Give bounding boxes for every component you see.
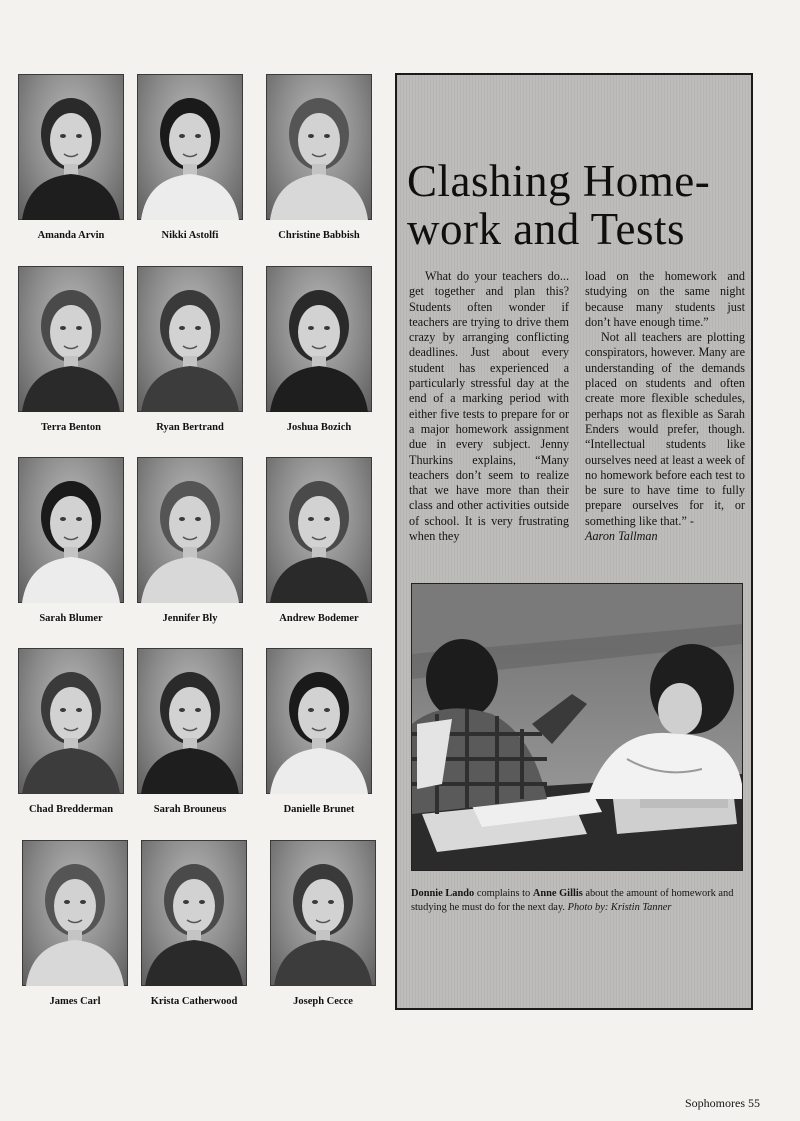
student-portrait xyxy=(266,457,372,603)
student-portrait xyxy=(18,74,124,220)
student-name: Sarah Brouneus xyxy=(153,804,227,815)
portrait-photo xyxy=(266,74,372,220)
student-name: Christine Babbish xyxy=(278,230,360,241)
candid-photo xyxy=(411,583,743,871)
student-portrait xyxy=(137,648,243,794)
portrait-photo xyxy=(18,74,124,220)
student-name: Chad Bredderman xyxy=(28,804,114,815)
student-name: Sarah Blumer xyxy=(39,613,103,624)
photo-caption xyxy=(411,887,745,915)
student-name: Amanda Arvin xyxy=(37,230,105,241)
article-byline: Aaron Tallman xyxy=(585,529,658,544)
portrait-photo xyxy=(137,266,243,412)
article-paragraph-1-continued: load on the homework and studying on the same night because many students just don’t have enough time.” xyxy=(585,269,745,329)
article-panel xyxy=(395,73,753,1010)
photo-caption-text-1: complains to xyxy=(474,888,533,899)
portrait-photo xyxy=(270,840,376,986)
student-portrait xyxy=(137,74,243,220)
article-paragraph-1: What do your teachers do... get together and plan this? Students often wonder if teachers are trying to drive them crazy by arranging conflicting deadlines. Just about every student has experienced a particularly stressful day at the end of a marking period with either five tests to prepare for or a major homework assignment due in every subject. Jenny Thurkins explains, “Many teachers don’t seem to realize that we have more than their class and other activities outside of school. It is very frustrating when they xyxy=(409,269,569,544)
footer-section: Sophomores xyxy=(685,1096,745,1110)
student-portrait xyxy=(266,266,372,412)
portrait-photo xyxy=(266,266,372,412)
candid-photo-image xyxy=(412,584,742,870)
photo-credit: Photo by: Kristin Tanner xyxy=(567,902,672,913)
student-name: Joshua Bozich xyxy=(286,422,352,433)
portrait-photo xyxy=(137,648,243,794)
portrait-photo xyxy=(18,457,124,603)
student-name: Joseph Cecce xyxy=(293,996,353,1007)
photo-caption-name-1: Donnie Lando xyxy=(411,888,475,899)
article-headline: Clashing Home-work and Tests xyxy=(407,156,711,254)
student-name: Danielle Brunet xyxy=(283,804,355,815)
student-portrait xyxy=(18,457,124,603)
article-column-left xyxy=(409,269,569,544)
article-column-right xyxy=(585,269,745,544)
photo-caption-name-2: Anne Gillis xyxy=(532,888,583,899)
student-portrait xyxy=(270,840,376,986)
portrait-photo xyxy=(18,266,124,412)
student-portrait xyxy=(266,74,372,220)
article-paragraph-2: Not all teachers are plotting conspirators, however. Many are understanding of the demands placed on students and often create more flexible schedules, perhaps not as flexible as Sarah Enders would prefer, though. “Intellectual students like ourselves need at least a week of no homework before each test to be sure to have time to fully prepare ourselves for it, or something like that.” - xyxy=(585,330,745,528)
student-name: Terra Benton xyxy=(41,422,101,433)
portrait-photo xyxy=(266,648,372,794)
student-portrait xyxy=(18,648,124,794)
portrait-photo xyxy=(137,74,243,220)
portrait-photo xyxy=(22,840,128,986)
portrait-photo xyxy=(266,457,372,603)
portrait-photo xyxy=(141,840,247,986)
page-footer xyxy=(685,1096,760,1111)
student-portrait xyxy=(18,266,124,412)
student-portrait xyxy=(137,457,243,603)
student-portrait xyxy=(266,648,372,794)
portrait-photo xyxy=(18,648,124,794)
student-portrait xyxy=(141,840,247,986)
student-name: Krista Catherwood xyxy=(150,996,238,1007)
student-name: James Carl xyxy=(49,996,101,1007)
student-name: Nikki Astolfi xyxy=(161,230,219,241)
student-name: Ryan Bertrand xyxy=(156,422,224,433)
portrait-photo xyxy=(137,457,243,603)
student-name: Andrew Bodemer xyxy=(279,613,359,624)
photo-caption-text-2: about the amount of homework and studying he must do for the next day. xyxy=(411,888,734,913)
student-portrait xyxy=(22,840,128,986)
footer-page-number: 55 xyxy=(748,1096,760,1110)
student-name: Jennifer Bly xyxy=(162,613,218,624)
student-portrait xyxy=(137,266,243,412)
